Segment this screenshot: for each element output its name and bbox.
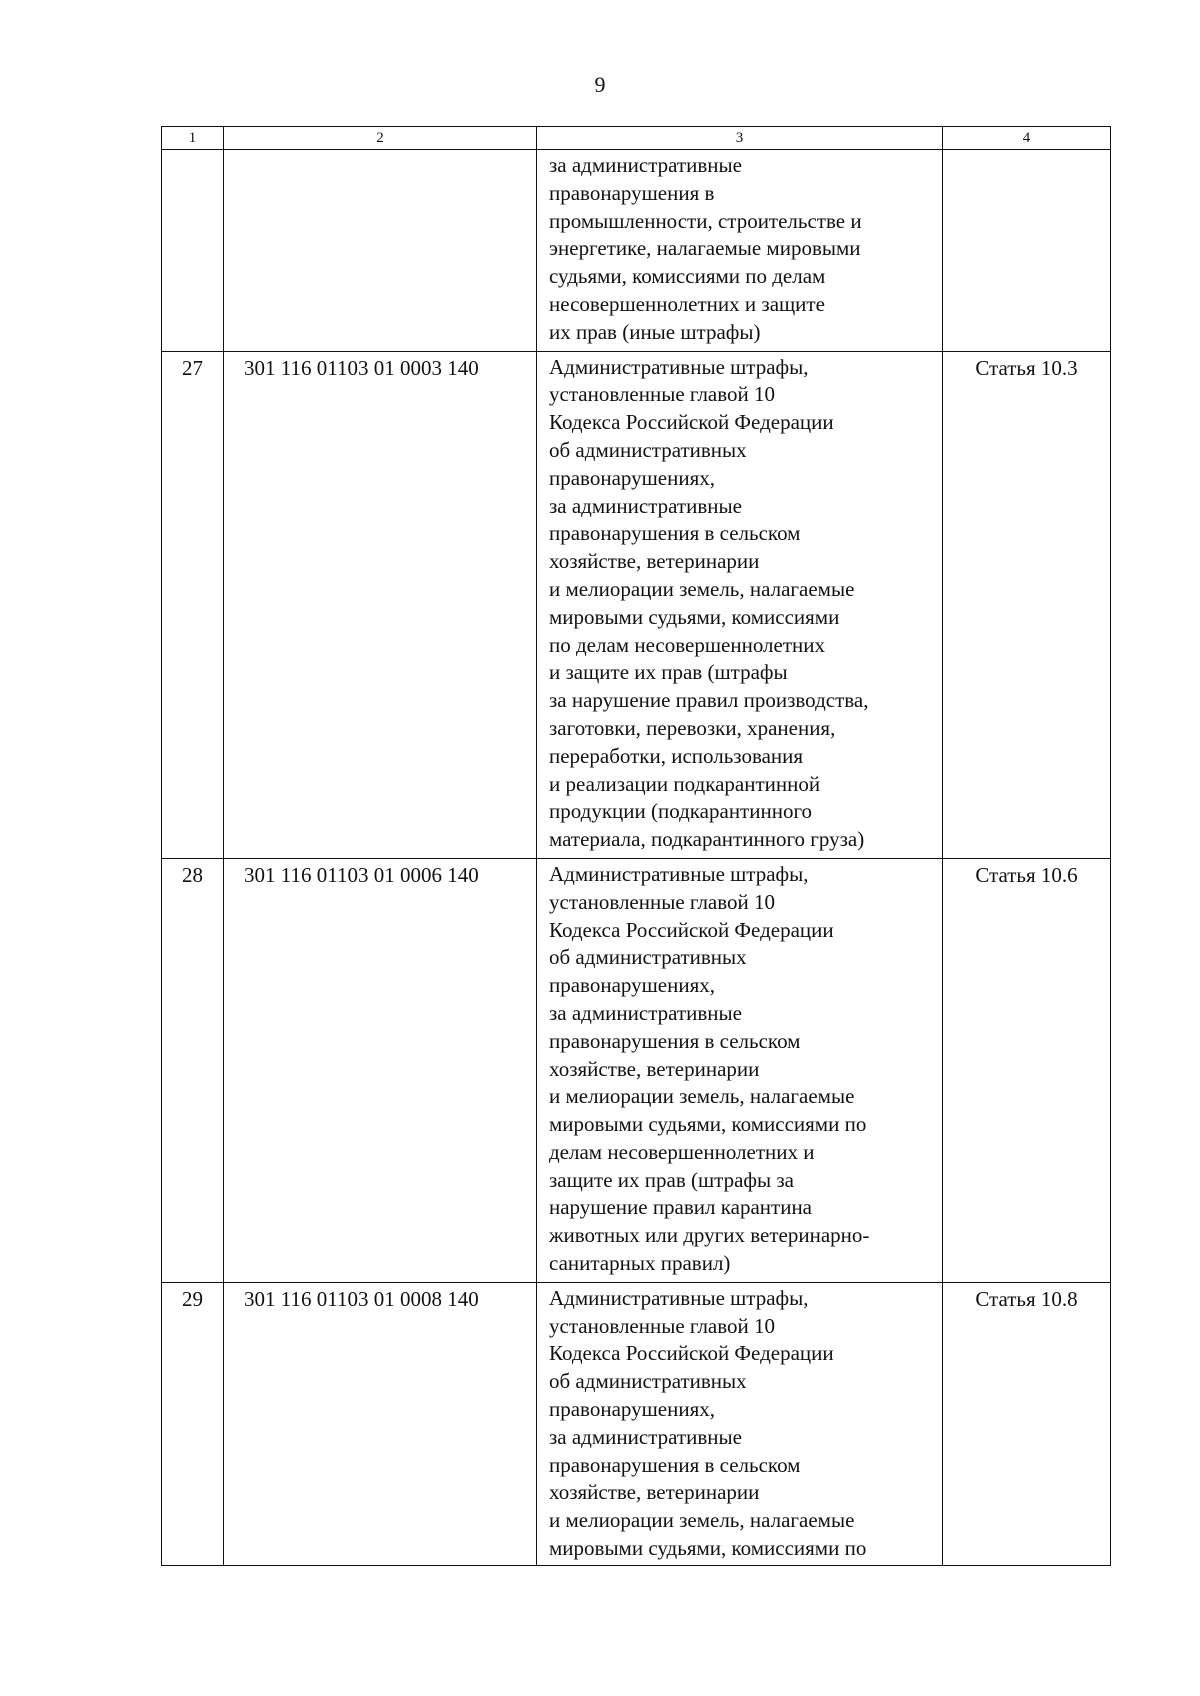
- article-cell: Статья 10.6: [943, 858, 1111, 1282]
- description-line: Кодекса Российской Федерации: [549, 410, 834, 435]
- table-body: [162, 150, 1111, 1566]
- description-line: установленные главой 10: [549, 382, 776, 407]
- budget-codes-table: [161, 126, 1111, 1566]
- budget-code-cell: 301 116 01103 01 0008 140: [224, 1282, 537, 1565]
- description-line: правонарушения в: [549, 180, 715, 205]
- description-cell: [537, 1282, 943, 1565]
- description-line: материала, подкарантинного груза): [549, 827, 865, 852]
- description-line: их прав (иные штрафы): [549, 319, 761, 344]
- table-row: [162, 1282, 1111, 1565]
- description-cell: [537, 150, 943, 352]
- description-line: и реализации подкарантинной: [549, 771, 821, 796]
- description-line: энергетике, налагаемые мировыми: [549, 236, 861, 261]
- article-cell: [943, 150, 1111, 352]
- budget-code-cell: 301 116 01103 01 0006 140: [224, 858, 537, 1282]
- description-line: правонарушениях,: [549, 465, 715, 490]
- description-line: за нарушение правил производства,: [549, 688, 869, 713]
- description-line: мировыми судьями, комиссиями: [549, 604, 840, 629]
- description-line: и мелиорации земель, налагаемые: [549, 1508, 855, 1533]
- description-line: за административные: [549, 1424, 742, 1449]
- table-row: [162, 351, 1111, 858]
- description-line: Кодекса Российской Федерации: [549, 917, 834, 942]
- page-number: 9: [594, 72, 606, 97]
- description-cell: [537, 351, 943, 858]
- budget-code-cell: [224, 150, 537, 352]
- description-line: и мелиорации земель, налагаемые: [549, 1084, 855, 1109]
- column-header-1: 1: [162, 127, 224, 150]
- description-line: переработки, использования: [549, 743, 804, 768]
- description-line: и защите их прав (штрафы: [549, 660, 788, 685]
- description-line: за административные: [549, 153, 742, 177]
- column-header-4: 4: [943, 127, 1111, 150]
- row-number-cell: 27: [162, 351, 224, 858]
- table-row: [162, 150, 1111, 352]
- description-line: и мелиорации земель, налагаемые: [549, 576, 855, 601]
- description-line: мировыми судьями, комиссиями по: [549, 1536, 867, 1561]
- description-line: нарушение правил карантина: [549, 1195, 813, 1220]
- description-line: по делам несовершеннолетних: [549, 632, 825, 657]
- row-number-cell: 28: [162, 858, 224, 1282]
- description-line: Административные штрафы,: [549, 861, 809, 886]
- description-line: несовершеннолетних и защите: [549, 291, 825, 316]
- description-line: защите их прав (штрафы за: [549, 1167, 794, 1192]
- description-cell: [537, 858, 943, 1282]
- description-line: мировыми судьями, комиссиями по: [549, 1112, 867, 1137]
- article-cell: Статья 10.8: [943, 1282, 1111, 1565]
- description-line: Кодекса Российской Федерации: [549, 1341, 834, 1366]
- description-line: хозяйстве, ветеринарии: [549, 549, 760, 574]
- table-row: [162, 858, 1111, 1282]
- column-header-3: 3: [537, 127, 943, 150]
- description-line: об административных: [549, 437, 747, 462]
- budget-code-cell: 301 116 01103 01 0003 140: [224, 351, 537, 858]
- description-line: животных или других ветеринарно-: [549, 1223, 870, 1248]
- description-line: правонарушения в сельском: [549, 521, 801, 546]
- description-line: за административные: [549, 1000, 742, 1025]
- description-line: хозяйстве, ветеринарии: [549, 1056, 760, 1081]
- description-line: об административных: [549, 945, 747, 970]
- description-line: делам несовершеннолетних и: [549, 1139, 815, 1164]
- column-header-2: 2: [224, 127, 537, 150]
- row-number-cell: 29: [162, 1282, 224, 1565]
- description-line: промышленности, строительстве и: [549, 208, 862, 233]
- description-line: Административные штрафы,: [549, 354, 809, 379]
- description-line: заготовки, перевозки, хранения,: [549, 715, 836, 740]
- row-number-cell: [162, 150, 224, 352]
- article-cell: Статья 10.3: [943, 351, 1111, 858]
- description-line: Административные штрафы,: [549, 1285, 809, 1310]
- description-line: за административные: [549, 493, 742, 518]
- description-line: об административных: [549, 1369, 747, 1394]
- description-line: установленные главой 10: [549, 1313, 776, 1338]
- description-line: санитарных правил): [549, 1251, 731, 1276]
- description-line: правонарушения в сельском: [549, 1452, 801, 1477]
- description-line: судьями, комиссиями по делам: [549, 264, 826, 289]
- description-line: продукции (подкарантинного: [549, 799, 813, 824]
- description-line: правонарушения в сельском: [549, 1028, 801, 1053]
- description-line: правонарушениях,: [549, 973, 715, 998]
- description-line: правонарушениях,: [549, 1397, 715, 1422]
- description-line: установленные главой 10: [549, 889, 776, 914]
- description-line: хозяйстве, ветеринарии: [549, 1480, 760, 1505]
- table-header-row: [162, 127, 1111, 150]
